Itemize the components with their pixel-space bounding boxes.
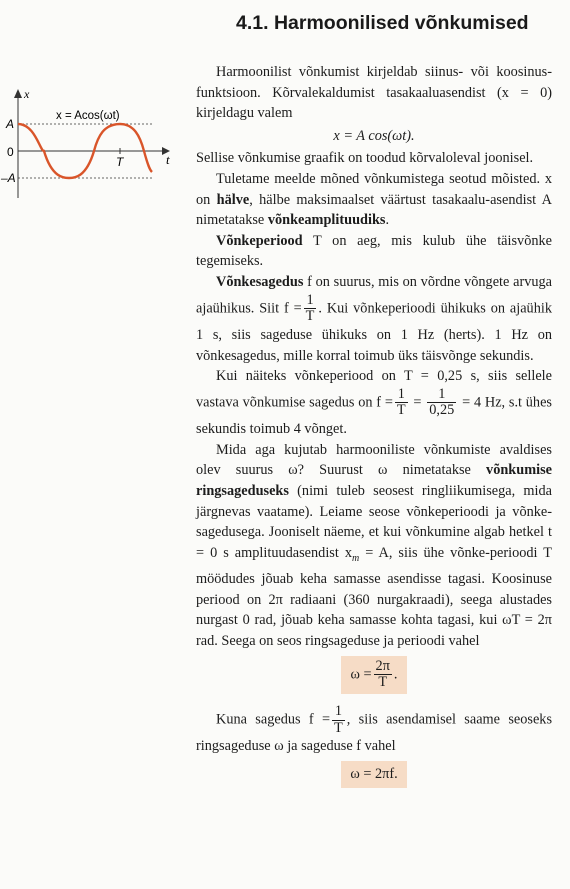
main-formula: x = A cos(ωt).	[333, 127, 415, 144]
intro-text: Harmoonilist võnkumist kirjeldab siinus- või koosinus-funktsioon. Kõrvalekaldumist tasakaaluasendist (x = 0) kirjeldagu valem	[196, 64, 552, 122]
graph-reference: Sellise võnkumise graafik on toodud kõrvaloleval joonisel.	[196, 150, 534, 167]
fraction-numerator: 1	[304, 293, 317, 310]
x-axis-arrow	[14, 89, 22, 98]
angular-text-b: (nimi tuleb seosest ringliikumisega, mida järgnevas vaatame). Leiame seose võnkeperioodi ja võnke-sagedusega. Jooniselt näeme, et kui võnkumine algab hetkel t = 0 s amplituudasendist x	[196, 482, 552, 561]
fraction-1-over-T	[304, 293, 317, 325]
paragraph-angular-frequency	[196, 440, 552, 652]
paragraph-definitions	[196, 169, 552, 231]
label-minus-A: –A	[1, 171, 16, 185]
fraction-1-over-T	[332, 704, 345, 736]
formula-box-omega-frequency	[196, 761, 552, 788]
fraction-1-over-025	[427, 387, 456, 419]
label-T: T	[116, 155, 124, 169]
formula-line	[196, 126, 552, 147]
term-angular-frequency: võnkumise ringsageduseks	[196, 462, 552, 499]
term-halve: hälve	[216, 191, 250, 208]
subst-text-a: Kuna sagedus f =	[216, 711, 331, 728]
graph-formula: x = Acos(ωt)	[56, 110, 120, 122]
paragraph-substitution	[196, 704, 552, 757]
formula-box-omega-period	[196, 656, 552, 694]
subst-text-b: , siis asendamisel saame seoseks ringsageduse ω ja sageduse f vahel	[196, 711, 553, 755]
omega-lhs: ω =	[350, 666, 372, 683]
equals-sign: =	[409, 394, 426, 411]
label-zero: 0	[7, 145, 14, 159]
def-text-a: Tuletame meelde mõned võnkumistega seotud mõisted. x on	[196, 170, 552, 208]
paragraph-period	[196, 231, 552, 272]
frequency-text-b: . Kui võnkeperioodi ühikuks on ajaühik 1 s, siis sageduse ühikuks on 1 Hz (herts). 1 Hz on võnkesagedus, mille korral toimub üks täisvõnge sekundis.	[196, 300, 552, 364]
fraction-1-over-T	[395, 387, 408, 419]
fraction-denominator: T	[396, 402, 406, 419]
body-text	[196, 62, 552, 792]
fraction-numerator: 2π	[375, 657, 390, 674]
axis-t-label: t	[166, 152, 170, 167]
fraction-denominator: 0,25	[429, 402, 455, 419]
fraction-denominator: T	[334, 719, 343, 736]
fraction-denominator: T	[378, 674, 388, 691]
fraction-numerator: 1	[427, 387, 456, 404]
angular-text-c: = A, siis ühe võnke-perioodi T möödudes jõuab keha samasse asendisse tagasi. Koosinuse periood on 2π radiaani (360 nurgakraadi), seega alustades nurgast 0 rad, jõuab keha samasse kohta tagasi, kui ωT = 2π rad. Seega on seos ringsageduse ja perioodi vahel	[196, 544, 552, 649]
fraction-2pi-over-T	[374, 659, 392, 691]
period-text: T on aeg, mis kulub ühe täisvõnke tegemiseks.	[196, 232, 552, 270]
omega-end: .	[393, 666, 398, 683]
subscript-m: m	[352, 552, 360, 564]
label-A: A	[6, 117, 15, 131]
paragraph-example	[196, 366, 552, 440]
frequency-text-a: f on suurus, mis on võrdne võngete arvuga ajaühikus. Siit f =	[196, 273, 552, 317]
term-period: Võnkeperiood	[216, 232, 303, 249]
axis-x-label: x	[24, 87, 30, 101]
fraction-numerator: 1	[332, 704, 345, 721]
cosine-graph	[0, 86, 180, 206]
paragraph-frequency	[196, 272, 552, 366]
example-text-b: = 4 Hz, s.t ühes sekundis toimub 4 võnget.	[196, 394, 552, 438]
angular-text-a: Mida aga kujutab harmooniliste võnkumiste avaldises olev suurus ω? Suurust ω nimetatakse	[196, 441, 552, 479]
def-text-c: .	[385, 212, 390, 229]
omega-2pi-f: ω = 2πf.	[341, 761, 406, 788]
term-amplitude: võnkeamplituudiks	[267, 212, 386, 229]
omega-2pi-over-T	[341, 656, 406, 694]
term-frequency: Võnkesagedus	[216, 273, 304, 290]
fraction-denominator: T	[305, 308, 315, 325]
page-title: 4.1. Harmoonilised võnkumised	[236, 12, 529, 34]
fraction-numerator: 1	[395, 387, 408, 404]
paragraph-intro	[196, 62, 552, 124]
example-text-a: Kui näiteks võnkeperiood on T = 0,25 s, siis sellele vastava võnkumise sagedus on f =	[196, 368, 552, 411]
def-text-b: , hälbe maksimaalset väärtust tasakaalu-asendist A nimetatakse	[196, 191, 552, 229]
